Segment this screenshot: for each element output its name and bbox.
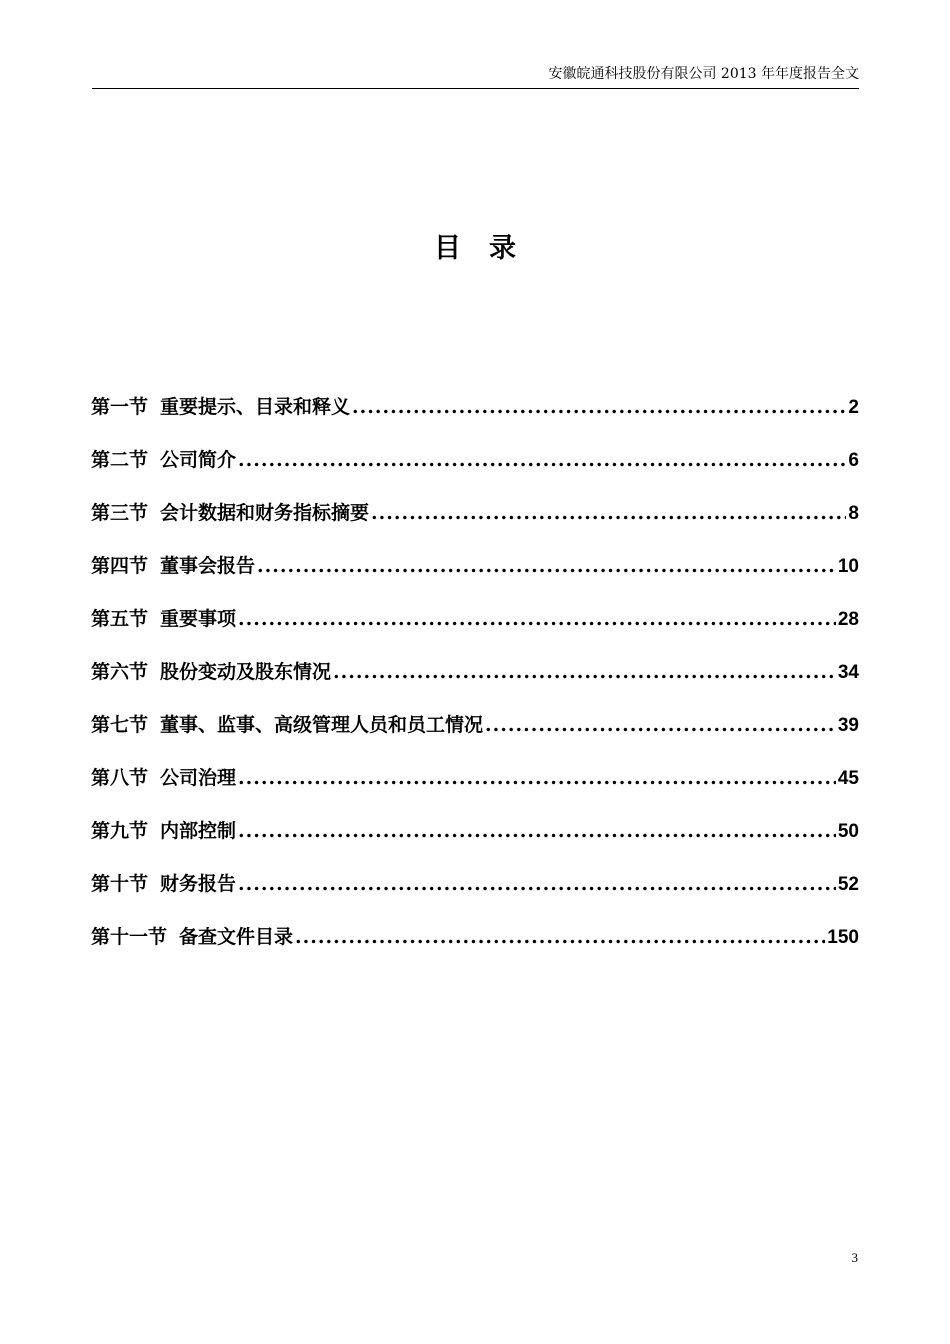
toc-section-title: 董事会报告 [160,555,256,577]
toc-page-number: 8 [848,503,859,524]
toc-entry[interactable] [91,445,859,498]
toc-entry[interactable] [91,498,859,551]
toc-section-title: 公司治理 [160,767,237,789]
toc-dot-leader [352,396,846,418]
toc-section-title: 财务报告 [160,873,237,895]
toc-page-number: 2 [848,397,859,418]
toc-page-number: 39 [837,715,859,736]
toc-section-title: 重要事项 [160,608,237,630]
toc-page-number: 6 [848,450,859,471]
toc-section-number: 第九节 [91,820,149,842]
toc-page-number: 28 [837,609,859,630]
toc-section-number: 第十一节 [91,926,168,948]
toc-section-number: 第七节 [91,714,149,736]
toc-entry[interactable] [91,604,859,657]
toc-dot-leader [371,502,846,524]
toc-section-title: 会计数据和财务指标摘要 [160,502,370,524]
toc-entry[interactable] [91,869,859,922]
toc-entry[interactable] [91,922,859,975]
toc-page-number: 45 [837,768,859,789]
toc-dot-leader [238,608,836,630]
running-title: 安徽皖通科技股份有限公司 2013 年年度报告全文 [548,66,859,82]
toc-section-number: 第六节 [91,661,149,683]
toc-section-number: 第三节 [91,502,149,524]
toc-page-number: 10 [837,556,859,577]
page-header [92,64,859,89]
toc-page-number: 50 [837,821,859,842]
toc-section-title: 董事、监事、高级管理人员和员工情况 [160,714,484,736]
toc-section-title: 公司简介 [160,449,237,471]
toc-section-title: 重要提示、目录和释义 [160,396,351,418]
toc-dot-leader [257,555,836,577]
toc-section-title: 股份变动及股东情况 [160,661,332,683]
page-title: 目录 [434,233,544,264]
page-number: 3 [851,1250,858,1265]
toc-dot-leader [238,820,836,842]
toc-section-number: 第十节 [91,873,149,895]
toc-section-number: 第五节 [91,608,149,630]
toc-section-title: 内部控制 [160,820,237,842]
toc-entry[interactable] [91,392,859,445]
toc-section-number: 第八节 [91,767,149,789]
toc-section-title: 备查文件目录 [179,926,294,948]
toc-dot-leader [333,661,836,683]
toc-entry[interactable] [91,657,859,710]
toc-entry[interactable] [91,710,859,763]
toc-page-number: 52 [837,874,859,895]
toc-entry[interactable] [91,551,859,604]
table-of-contents [91,392,859,975]
toc-page-number: 34 [837,662,859,683]
toc-dot-leader [485,714,836,736]
toc-section-number: 第四节 [91,555,149,577]
toc-section-number: 第二节 [91,449,149,471]
toc-entry[interactable] [91,763,859,816]
toc-dot-leader [295,926,825,948]
toc-dot-leader [238,449,846,471]
toc-entry[interactable] [91,816,859,869]
toc-section-number: 第一节 [91,396,149,418]
toc-dot-leader [238,767,836,789]
toc-page-number: 150 [827,927,859,948]
toc-dot-leader [238,873,836,895]
